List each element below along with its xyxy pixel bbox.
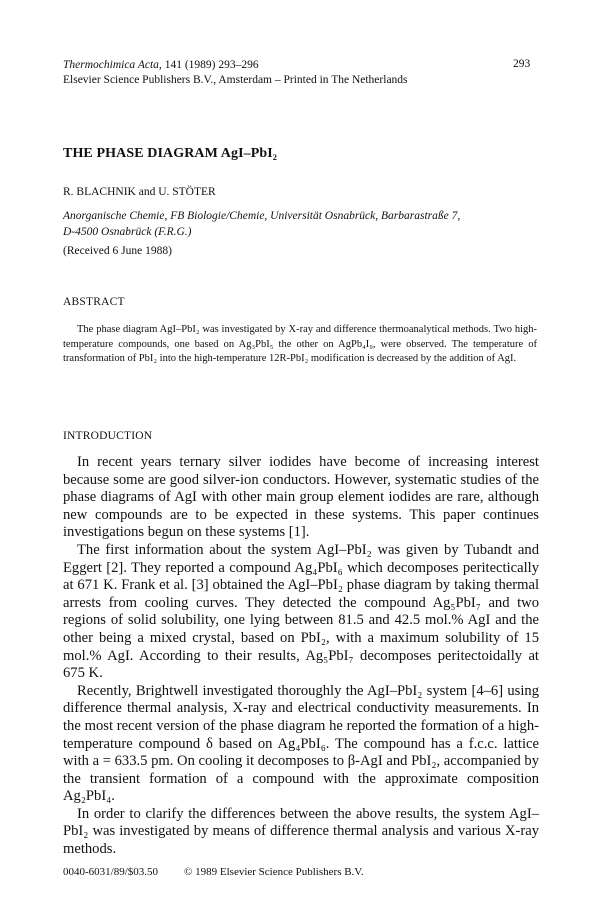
intro-paragraph: The first information about the system AgI–PbI₂ was given by Tubandt and Eggert [2]. They reported a compound Ag₄PbI₆ which decomposes peritectically at 671 K. Frank et al. [3] obtained the AgI–PbI₂ phase diagram by taking thermal arrests from cooling curves. They detected the compound Ag₅PbI₇ and two regions of solid solubility, one lying between 81.5 and 42.5 mol.% AgI and the other being a mixed crystal, based on PbI₂, with a maximum solubility of 15 mol.% AgI. According to their results, Ag₅PbI₇ decomposes peritectoidally at 675 K. (63, 541, 539, 682)
received-date: (Received 6 June 1988) (63, 245, 172, 257)
journal-name: Thermochimica Acta, (63, 59, 162, 71)
issn-code: 0040-6031/89/$03.50 (63, 866, 159, 878)
introduction-heading: INTRODUCTION (63, 430, 153, 442)
copyright-notice: © 1989 Elsevier Science Publishers B.V. (184, 866, 364, 878)
intro-paragraph: Recently, Brightwell investigated thoroughly the AgI–PbI₂ system [4–6] using difference thermal analysis, X-ray and electrical conductivity measurements. In the most recent version of the phase diagram he reported the formation of a high-temperature compound δ based on Ag₄PbI₆. The compound has a f.c.c. lattice with a = 633.5 pm. On cooling it decomposes to β-AgI and PbI₂, accompanied by the transient formation of a compound with the approximate composition Ag₂PbI₄. (63, 682, 539, 805)
affiliation-line: D-4500 Osnabrück (F.R.G.) (63, 226, 192, 238)
article-title: THE PHASE DIAGRAM AgI–PbI₂ (63, 146, 278, 161)
publisher-line: Elsevier Science Publishers B.V., Amsterdam – Printed in The Netherlands (63, 74, 408, 86)
abstract-heading: ABSTRACT (63, 296, 125, 308)
affiliation-line: Anorganische Chemie, FB Biologie/Chemie, Universität Osnabrück, Barbarastraße 7, (63, 210, 461, 222)
introduction-body (63, 454, 539, 859)
intro-paragraph: In order to clarify the differences between the above results, the system AgI–PbI₂ was investigated by means of difference thermal analysis and various X-ray methods. (63, 805, 539, 858)
article-authors: R. BLACHNIK and U. STÖTER (63, 186, 216, 198)
abstract-text: The phase diagram AgI–PbI₂ was investigated by X-ray and difference thermoanalytical methods. Two high-temperature compounds, one based on Ag₃PbI₅ the other on AgPb₄I₉, were observed. The temperature of transformation of PbI₂ into the high-temperature 12R-PbI₂ modification is decreased by the addition of AgI. (63, 324, 537, 364)
author-affiliation (63, 208, 543, 240)
journal-reference: 141 (1989) 293–296 (164, 59, 259, 71)
page-number: 293 (513, 58, 531, 70)
journal-header (63, 58, 408, 88)
page-footer (63, 866, 364, 878)
journal-citation (63, 58, 408, 73)
intro-paragraph: In recent years ternary silver iodides have become of increasing interest because some are good silver-ion conductors. However, systematic studies of the phase diagrams of AgI with other main group element iodides are rare, although new compounds are to be expected in these systems. This paper continues investigations begun on these systems [1]. (63, 454, 539, 541)
abstract-body (63, 323, 537, 367)
